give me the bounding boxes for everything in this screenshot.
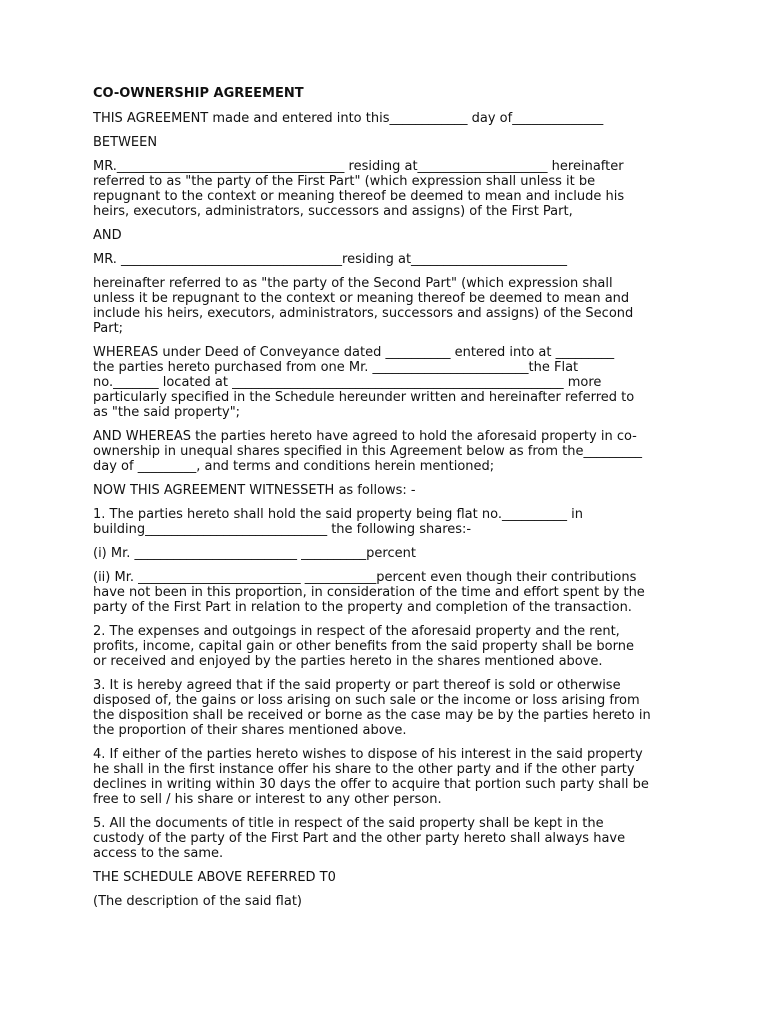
agreement-date-line: THIS AGREEMENT made and entered into this____________ day of______________ (93, 111, 604, 126)
clause-2-paragraph: 2. The expenses and outgoings in respect of the aforesaid property and the rent, profits, income, capital gain or other benefits from the said property shall be borne or received and enjoyed by the parties hereto in the shares mentioned above. (93, 624, 634, 669)
whereas-conveyance-paragraph: WHEREAS under Deed of Conveyance dated __________ entered into at _________ the parties hereto purchased from one Mr. ________________________the Flat no._______ located at ___________________________________________________ more particularly specified in the Schedule hereunder written and hereinafter referred to as "the said property"; (93, 345, 635, 420)
share-line-i: (i) Mr. _________________________ __________percent (93, 546, 416, 561)
clause-5-paragraph: 5. All the documents of title in respect of the said property shall be kept in the custody of the party of the First Part and the other party hereto shall always have access to the same. (93, 816, 626, 861)
and-heading: AND (93, 228, 122, 243)
clause-3-paragraph: 3. It is hereby agreed that if the said property or part thereof is sold or otherwise disposed of, the gains or loss arising on such sale or the income or loss arising from the disposition shall be received or borne as the case may be by the parties hereto in the proportion of their shares mentioned above. (93, 678, 651, 738)
whereas-coownership-paragraph: AND WHEREAS the parties hereto have agreed to hold the aforesaid property in co- ownership in unequal shares specified in this Agreement below as from the_________ day of _________, and terms and conditions herein mentioned; (93, 429, 642, 474)
schedule-heading: THE SCHEDULE ABOVE REFERRED T0 (93, 870, 336, 885)
witnesseth-heading: NOW THIS AGREEMENT WITNESSETH as follows: - (93, 483, 416, 498)
clause-4-paragraph: 4. If either of the parties hereto wishes to dispose of his interest in the said property he shall in the first instance offer his share to the other party and if the other party declines in writing within 30 days the offer to acquire that portion such party shall be free to sell / his share or interest to any other person. (93, 747, 649, 807)
clause-1-paragraph: 1. The parties hereto shall hold the said property being flat no.__________ in building____________________________ the following shares:- (93, 507, 583, 537)
document-title: CO-OWNERSHIP AGREEMENT (93, 86, 304, 101)
second-party-paragraph: hereinafter referred to as "the party of the Second Part" (which expression shall unless it be repugnant to the context or meaning thereof be deemed to mean and include his heirs, executors, administrators, successors and assigns) of the Second Part; (93, 276, 634, 336)
share-line-ii: (ii) Mr. _________________________ ___________percent even though their contributions have not been in this proportion, in consideration of the time and effort spent by the party of the First Part in relation to the property and completion of the transaction. (93, 570, 645, 615)
second-party-name-line: MR. __________________________________residing at________________________ (93, 252, 568, 267)
between-heading: BETWEEN (93, 135, 158, 150)
first-party-paragraph: MR.___________________________________ residing at____________________ hereinafter referred to as "the party of the First Part" (which expression shall unless it be repugnant to the context or meaning thereof be deemed to mean and include his heirs, executors, administrators, successors and assigns) of the First Part, (93, 159, 625, 219)
schedule-description: (The description of the said flat) (93, 894, 302, 909)
